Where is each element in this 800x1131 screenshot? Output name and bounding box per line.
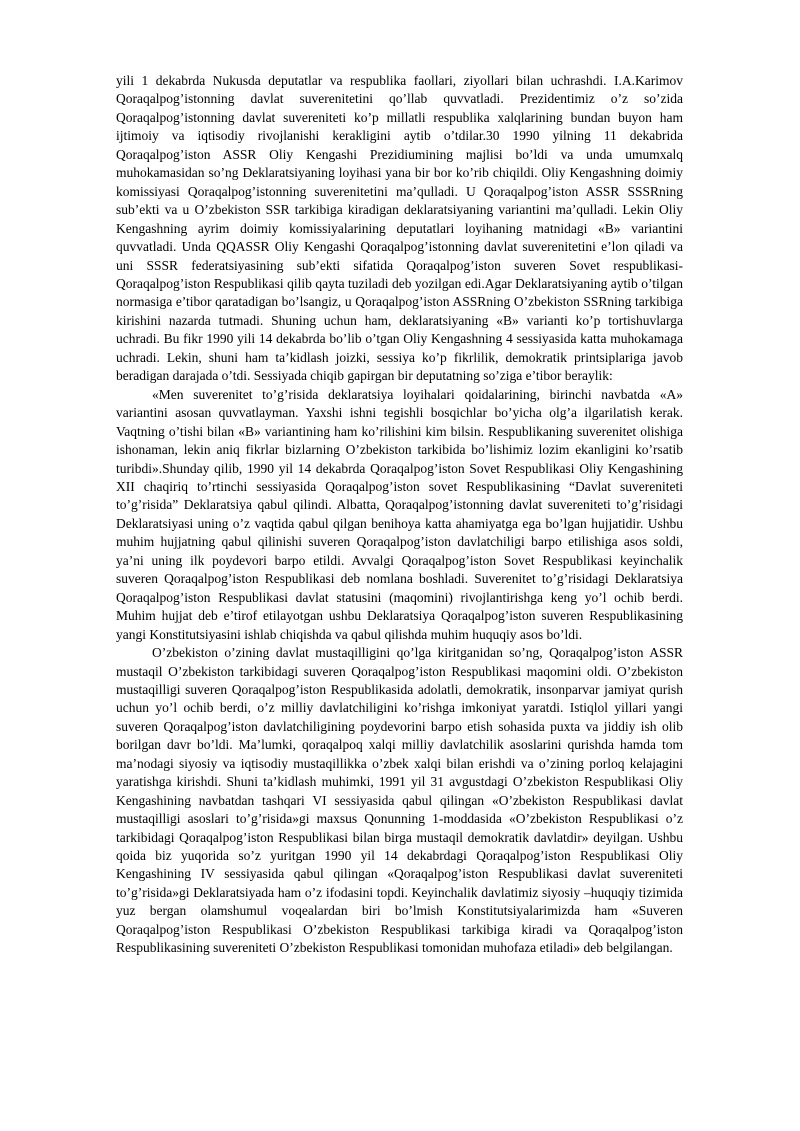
paragraph-3: O’zbekiston o’zining davlat mustaqilligini qo’lga kiritganidan so’ng, Qoraqalpog’iston ASSR mustaqil O’zbekiston tarkibidagi suveren Qoraqalpog’iston Respublikasi maqomini oldi. O’zbekiston mustaqilligi suveren Qoraqalpog’iston Respublikasida adolatli, demokratik, insonparvar jamiyat qurish uchun yo’l ochib berdi, o’z milliy davlatchiligini ko’rishga imkoniyat yaratdi. Istiqlol yillari yangi suveren Qoraqalpog’iston davlatchiligining poydevorini barpo etish sohasida puxta va jiddiy ish olib borilgan davr bo’ldi. Ma’lumki, qoraqalpoq xalqi milliy davlatchilik asoslarini qurishda hamda tom ma’nodagi siyosiy va iqtisodiy mustaqillikka o’zbek xalqi bilan erishdi va o’zining porloq kelajagini yaratishga kirishdi. Shuni ta’kidlash muhimki, 1991 yil 31 avgustdagi O’zbekiston Respublikasi Oliy Kengashining navbatdan tashqari VI sessiyasida qabul qilingan «O’zbekiston Respublikasi davlat mustaqilligi asoslari to’g’risida»gi maxsus Qonunning 1-moddasida «O’zbekiston Respublikasi o’z tarkibidagi Qoraqalpog’iston Respublikasi bilan birga mustaqil demokratik davlatdir» deyilgan. Ushbu qoida biz yuqorida so’z yuritgan 1990 yil 14 dekabrdagi Qoraqalpog’iston Respublikasi Oliy Kengashining IV sessiyasida qabul qilingan «Qoraqalpog’iston Respublikasi davlat suvereniteti to’g’risida»gi Deklaratsiyada ham o’z ifodasini topdi. Keyinchalik davlatimiz siyosiy –huquqiy tizimida yuz bergan olamshumul voqealardan biri bo’lmish Konstitutsiyalarimizda ham «Suveren Qoraqalpog’iston Respublikasi O’zbekiston Respublikasi tarkibiga kiradi va Qoraqalpog’iston Respublikasining suvereniteti O’zbekiston Respublikasi tomonidan muhofaza etiladi» deb belgilangan. [116, 645, 683, 956]
document-page [116, 72, 683, 958]
paragraph-1: yili 1 dekabrda Nukusda deputatlar va respublika faollari, ziyollari bilan uchrashdi. I.A.Karimov Qoraqalpog’istonning davlat suverenitetini qo’llab quvvatladi. Prezidentimiz o’z so’zida Qoraqalpog’istonning davlat suvereniteti ko’p millatli respublika xalqlarining bundan buyon ham ijtimoiy va iqtisodiy rivojlanishi kerakligini aytib o’tdilar.30 1990 yilning 11 dekabrida Qoraqalpog’iston ASSR Oliy Kengashi Prezidiumining majlisi bo’ldi va unda umumxalq muhokamasidan so’ng Deklaratsiyaning loyihasi yana bir bor ko’rib chiqildi. Oliy Kengashning doimiy komissiyasi Qoraqalpog’istonning suverenitetini ma’qulladi. U Qoraqalpog’iston ASSR SSSRning sub’ekti va u O’zbekiston SSR tarkibiga kiradigan deklaratsiyaning variantini ma’qulladi. Lekin Oliy Kengashning ayrim doimiy komissiyalarining deputatlari loyihaning matnidagi «B» variantini quvvatladi. Unda QQASSR Oliy Kengashi Qoraqalpog’istonning davlat suverenitetini e’lon qiladi va uni SSSR federatsiyasining sub’ekti sifatida Qoraqalpog’iston suveren Sovet respublikasi-Qoraqalpog’iston Respublikasi qilib qayta tuziladi deb yozilgan edi.Agar Deklaratsiyaning aytib o’tilgan normasiga e’tibor qaratadigan bo’lsangiz, u Qoraqalpog’iston ASSRning O’zbekiston SSRning tarkibiga kirishini nazarda tutmadi. Shuning uchun ham, deklaratsiyaning «B» varianti ko’p tortishuvlarga uchradi. Bu fikr 1990 yili 14 dekabrda bo’lib o’tgan Oliy Kengashning 4 sessiyasida katta muhokamaga uchradi. Lekin, shuni ham ta’kidlash joizki, sessiya ko’p fikrlilik, demokratik printsiplariga javob beradigan darajada o’tdi. Sessiyada chiqib gapirgan bir deputatning so’ziga e’tibor beraylik: [116, 73, 683, 384]
paragraph-2: «Men suverenitet to’g’risida deklaratsiya loyihalari qoidalarining, birinchi navbatda «A» variantini asosan quvvatlayman. Yaxshi ishni tegishli bosqichlar bo’yicha olg’a ilgarilatish kerak. Vaqtning o’tishi bilan «B» variantining ham ko’rilishini kim bilsin. Respublikaning suverenitet olishiga ishonaman, lekin aniq fikrlar bizlarning O’zbekiston tarkibida bo’lishimiz lozim ekanligini ko’rsatib turibdi».Shunday qilib, 1990 yil 14 dekabrda Qoraqalpog’iston Sovet Respublikasi Oliy Kengashining XII chaqiriq to’rtinchi sessiyasida Qoraqalpog’iston sovet Respublikasining “Davlat suvereniteti to’g’risida” Deklaratsiya qabul qilindi. Albatta, Qoraqalpog’istonning davlat suvereniteti to’g’risidagi Deklaratsiyasi uning o’z vaqtida qabul qilgan benihoya katta ahamiyatga ega bo’lgan hujjatidir. Ushbu muhim hujjatning qabul qilinishi suveren Qoraqalpog’iston davlatchiligi barpo etilishiga asos soldi, ya’ni uning ilk poydevori barpo etildi. Avvalgi Qoraqalpog’iston Sovet Respublikasi keyinchalik suveren Qoraqalpog’iston Respublikasi deb nomlana boshladi. Suverenitet to’g’risidagi Deklaratsiya Qoraqalpog’iston Respublikasi davlat statusini (maqomini) rivojlantirishga keng yo’l ochib berdi. Muhim hujjat deb e’tirof etilayotgan ushbu Deklaratsiya Qoraqalpog’iston suveren Respublikasining yangi Konstitutsiyasini ishlab chiqishda va qabul qilishda muhim huquqiy asos bo’ldi. [116, 386, 683, 642]
